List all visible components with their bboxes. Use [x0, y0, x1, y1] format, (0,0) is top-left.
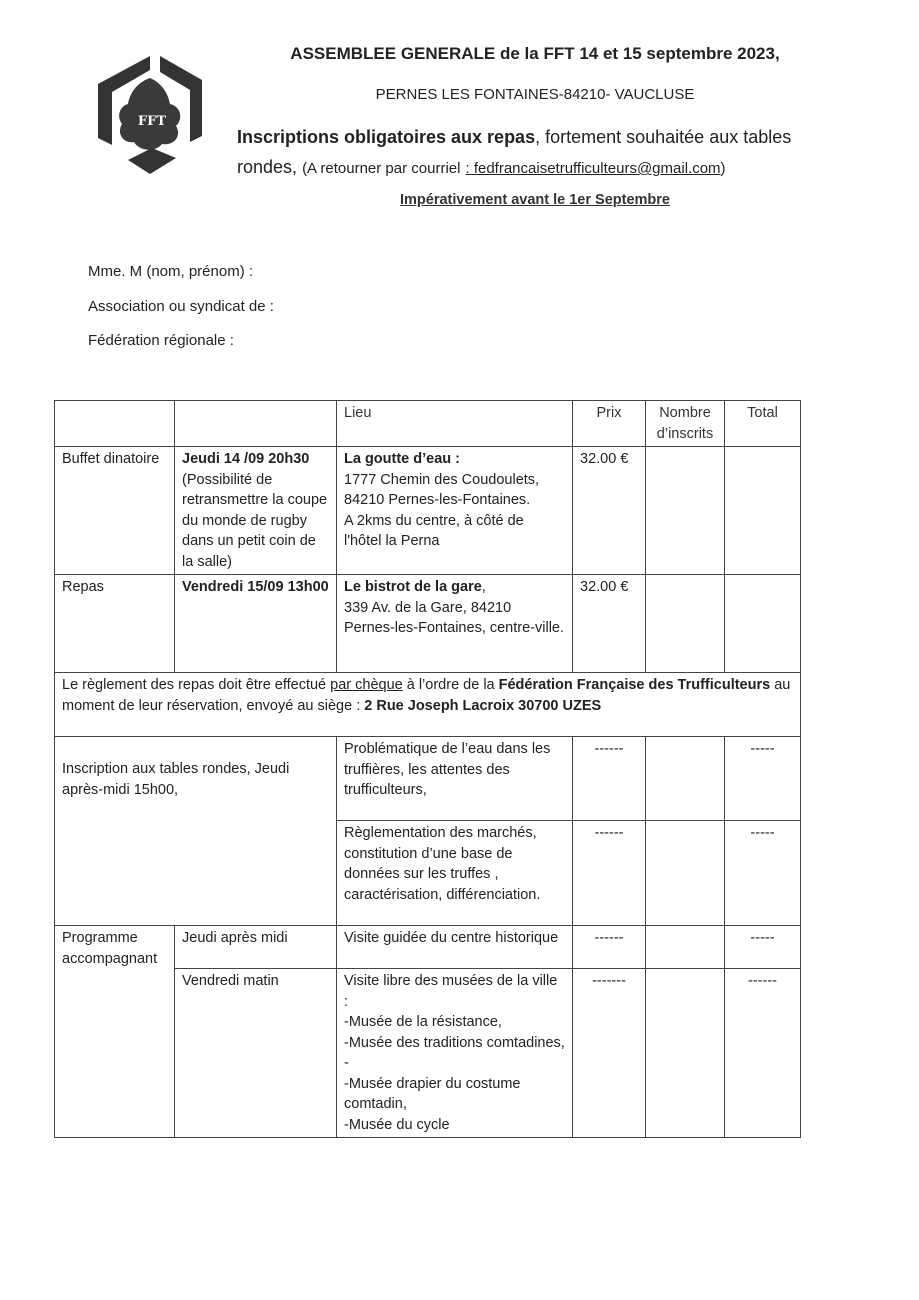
header-empty-2	[175, 401, 337, 447]
document-title: ASSEMBLEE GENERALE de la FFT 14 et 15 septembre 2023,	[290, 44, 780, 63]
inscription-line2: rondes,	[237, 157, 298, 177]
programme-slot2-desc	[337, 969, 573, 1138]
return-close: )	[720, 160, 726, 177]
repas-lieu-sep: ,	[481, 579, 486, 595]
payment-note-part3: à l’ordre de la	[402, 677, 499, 693]
topic2-total: -----	[725, 821, 801, 926]
buffet-date: Jeudi 14 /09 20h30	[182, 451, 310, 467]
registration-table	[54, 400, 801, 1138]
repas-row	[55, 575, 801, 673]
buffet-lieu-note: A 2kms du centre, à côté de l'hôtel la Perna	[344, 512, 524, 549]
repas-date: Vendredi 15/09 13h00	[175, 575, 337, 673]
inscription-rest: , fortement souhaitée aux tables	[535, 127, 792, 147]
tables-rondes-row-1	[55, 737, 801, 821]
buffet-lieu-cell	[337, 447, 573, 575]
programme-slot1-nombre[interactable]	[646, 926, 725, 969]
return-note: (A retourner par courriel	[302, 160, 461, 177]
topic2-nombre[interactable]	[646, 821, 725, 926]
buffet-nombre[interactable]	[646, 447, 725, 575]
buffet-lieu-name: La goutte d’eau :	[344, 451, 460, 467]
contact-email: : fedfrancaisetrufficulteurs@gmail.com	[465, 160, 721, 177]
fft-logo	[90, 48, 210, 178]
header-lieu: Lieu	[337, 401, 573, 447]
header-nombre: Nombre d’inscrits	[646, 401, 725, 447]
programme-slot2-prix: -------	[573, 969, 646, 1138]
repas-lieu-name: Le bistrot de la gare	[344, 579, 482, 595]
topic1-total: -----	[725, 737, 801, 821]
programme-slot2: Vendredi matin	[175, 969, 337, 1138]
slot2-line-1: Visite libre des musées de la ville :	[344, 973, 558, 1010]
buffet-prix: 32.00 €	[573, 447, 646, 575]
buffet-total[interactable]	[725, 447, 801, 575]
association-field-label: Association ou syndicat de :	[88, 298, 274, 315]
payment-method: par chèque	[330, 677, 403, 693]
tables-rondes-label-text: Inscription aux tables rondes, Jeudi après-midi 15h00,	[62, 761, 290, 798]
topic2-prix: ------	[573, 821, 646, 926]
programme-row-1	[55, 926, 801, 969]
topic1-prix: ------	[573, 737, 646, 821]
programme-slot1-total: -----	[725, 926, 801, 969]
tables-rondes-label	[55, 737, 337, 926]
topic2: Règlementation des marchés, constitution d’une base de données sur les truffes , caractérisation, différenciation.	[337, 821, 573, 926]
payment-note-part5: au moment de leur réservation, envoyé au siège :	[62, 677, 791, 714]
repas-label: Repas	[55, 575, 175, 673]
header-empty-1	[55, 401, 175, 447]
payment-payee: Fédération Française des Trufficulteurs	[498, 677, 771, 693]
buffet-row	[55, 447, 801, 575]
programme-slot1-desc: Visite guidée du centre historique	[337, 926, 573, 969]
programme-slot1-prix: ------	[573, 926, 646, 969]
payment-note	[55, 673, 801, 737]
repas-lieu-cell	[337, 575, 573, 673]
repas-lieu-address: 339 Av. de la Gare, 84210 Pernes-les-Fontaines, centre-ville.	[344, 599, 565, 636]
buffet-lieu-address: 1777 Chemin des Coudoulets, 84210 Pernes-les-Fontaines.	[344, 471, 540, 508]
programme-slot2-total: ------	[725, 969, 801, 1138]
topic1: Problématique de l’eau dans les truffières, les attentes des trufficulteurs,	[337, 737, 573, 821]
slot2-line-4: -Musée drapier du costume comtadin,	[344, 1075, 521, 1112]
repas-total[interactable]	[725, 575, 801, 673]
slot2-line-3: -Musée des traditions comtadines, -	[344, 1034, 565, 1071]
repas-nombre[interactable]	[646, 575, 725, 673]
logo-text: FFT	[137, 114, 167, 129]
programme-slot1: Jeudi après midi	[175, 926, 337, 969]
deadline-notice: Impérativement avant le 1er Septembre	[400, 192, 670, 208]
buffet-date-cell	[175, 447, 337, 575]
fft-logo-graphic	[90, 48, 210, 178]
buffet-date-note: (Possibilité de retransmettre la coupe du monde de rugby dans un petit coin de la salle)	[182, 471, 328, 570]
programme-label: Programme accompagnant	[55, 926, 175, 1138]
payment-note-row	[55, 673, 801, 737]
programme-slot2-nombre[interactable]	[646, 969, 725, 1138]
table-header-row	[55, 401, 801, 447]
buffet-label: Buffet dinatoire	[55, 447, 175, 575]
slot2-line-2: -Musée de la résistance,	[344, 1014, 502, 1030]
topic1-nombre[interactable]	[646, 737, 725, 821]
slot2-line-5: -Musée du cycle	[344, 1116, 450, 1133]
header-prix: Prix	[573, 401, 646, 447]
payment-note-part1: Le règlement des repas doit être effectué	[62, 677, 331, 693]
inscription-bold: Inscriptions obligatoires aux repas	[237, 127, 536, 147]
payment-address: 2 Rue Joseph Lacroix 30700 UZES	[364, 697, 602, 714]
inscription-notice	[237, 122, 857, 184]
header-total: Total	[725, 401, 801, 447]
federation-field-label: Fédération régionale :	[88, 332, 234, 349]
document-subtitle: PERNES LES FONTAINES-84210- VAUCLUSE	[375, 86, 695, 103]
name-field-label: Mme. M (nom, prénom) :	[88, 263, 254, 280]
repas-prix: 32.00 €	[573, 575, 646, 673]
